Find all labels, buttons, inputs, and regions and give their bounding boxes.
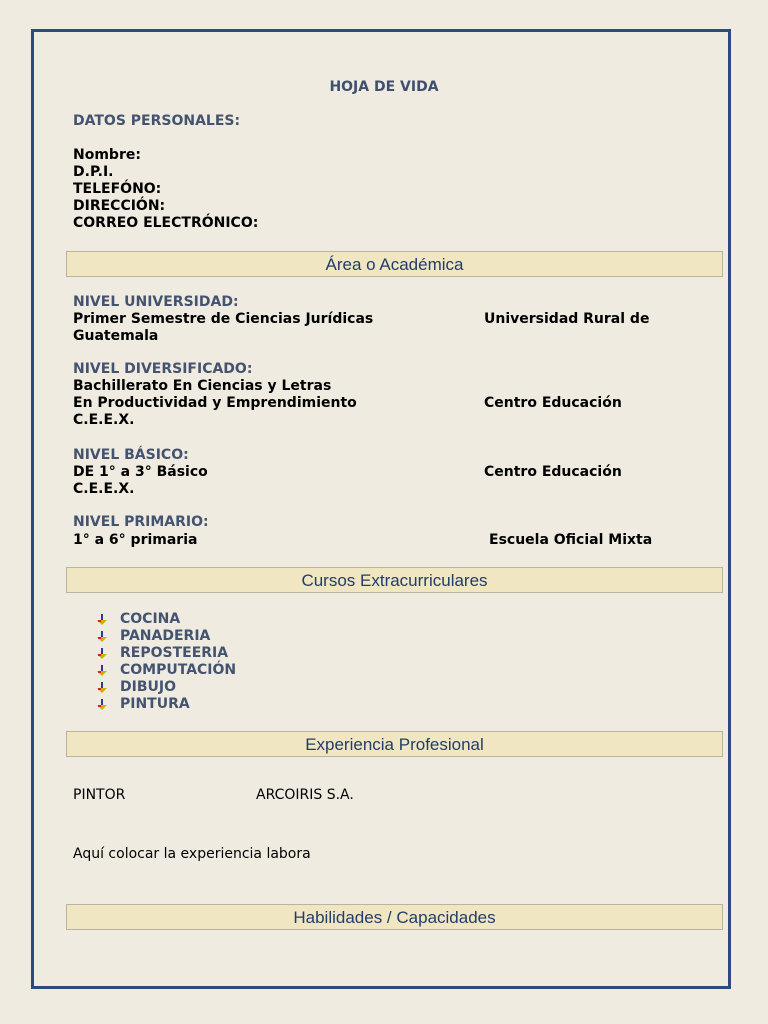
arrow-down-bullet-icon bbox=[96, 662, 120, 677]
diversified-details bbox=[73, 378, 357, 429]
experience-position: PINTOR bbox=[73, 787, 126, 803]
personal-data-heading: DATOS PERSONALES: bbox=[73, 113, 241, 129]
section-courses-heading: Cursos Extracurriculares bbox=[66, 567, 723, 593]
university-heading: NIVEL UNIVERSIDAD: bbox=[73, 294, 239, 310]
university-institution: Universidad Rural de bbox=[484, 311, 650, 327]
experience-company: ARCOIRIS S.A. bbox=[256, 787, 354, 803]
university-line1: Primer Semestre de Ciencias Jurídicas bbox=[73, 311, 374, 327]
diversified-line2: En Productividad y Emprendimiento bbox=[73, 395, 357, 411]
section-skills-heading: Habilidades / Capacidades bbox=[66, 904, 723, 930]
basic-line1: DE 1° a 3° Básico bbox=[73, 464, 208, 480]
diversified-line3: C.E.E.X. bbox=[73, 412, 135, 428]
diversified-line1: Bachillerato En Ciencias y Letras bbox=[73, 378, 332, 394]
arrow-down-bullet-icon bbox=[96, 611, 120, 626]
list-item: PANADERIA bbox=[96, 628, 236, 645]
list-item: PINTURA bbox=[96, 696, 236, 713]
university-details bbox=[73, 311, 373, 345]
field-email: CORREO ELECTRÓNICO: bbox=[73, 215, 259, 231]
field-dpi: D.P.I. bbox=[73, 164, 114, 180]
section-experience-heading: Experiencia Profesional bbox=[66, 731, 723, 757]
primary-institution: Escuela Oficial Mixta bbox=[489, 532, 653, 548]
field-address: DIRECCIÓN: bbox=[73, 198, 166, 214]
basic-details bbox=[73, 464, 208, 498]
university-line2: Guatemala bbox=[73, 328, 159, 344]
personal-fields bbox=[73, 147, 258, 232]
list-item: DIBUJO bbox=[96, 679, 236, 696]
list-item: COCINA bbox=[96, 611, 236, 628]
arrow-down-bullet-icon bbox=[96, 679, 120, 694]
list-item: COMPUTACIÓN bbox=[96, 662, 236, 679]
primary-heading: NIVEL PRIMARIO: bbox=[73, 514, 209, 530]
arrow-down-bullet-icon bbox=[96, 628, 120, 643]
experience-description: Aquí colocar la experiencia labora bbox=[73, 846, 311, 862]
basic-line2: C.E.E.X. bbox=[73, 481, 135, 497]
document-title: HOJA DE VIDA bbox=[329, 79, 439, 95]
arrow-down-bullet-icon bbox=[96, 696, 120, 711]
courses-list bbox=[96, 611, 236, 713]
section-academic-heading: Área o Académica bbox=[66, 251, 723, 277]
field-name: Nombre: bbox=[73, 147, 141, 163]
field-phone: TELEFÓNO: bbox=[73, 181, 162, 197]
basic-institution: Centro Educación bbox=[484, 464, 622, 480]
diversified-heading: NIVEL DIVERSIFICADO: bbox=[73, 361, 253, 377]
basic-heading: NIVEL BÁSICO: bbox=[73, 447, 189, 463]
list-item: REPOSTEERIA bbox=[96, 645, 236, 662]
arrow-down-bullet-icon bbox=[96, 645, 120, 660]
primary-line1: 1° a 6° primaria bbox=[73, 532, 198, 548]
diversified-institution: Centro Educación bbox=[484, 395, 622, 411]
